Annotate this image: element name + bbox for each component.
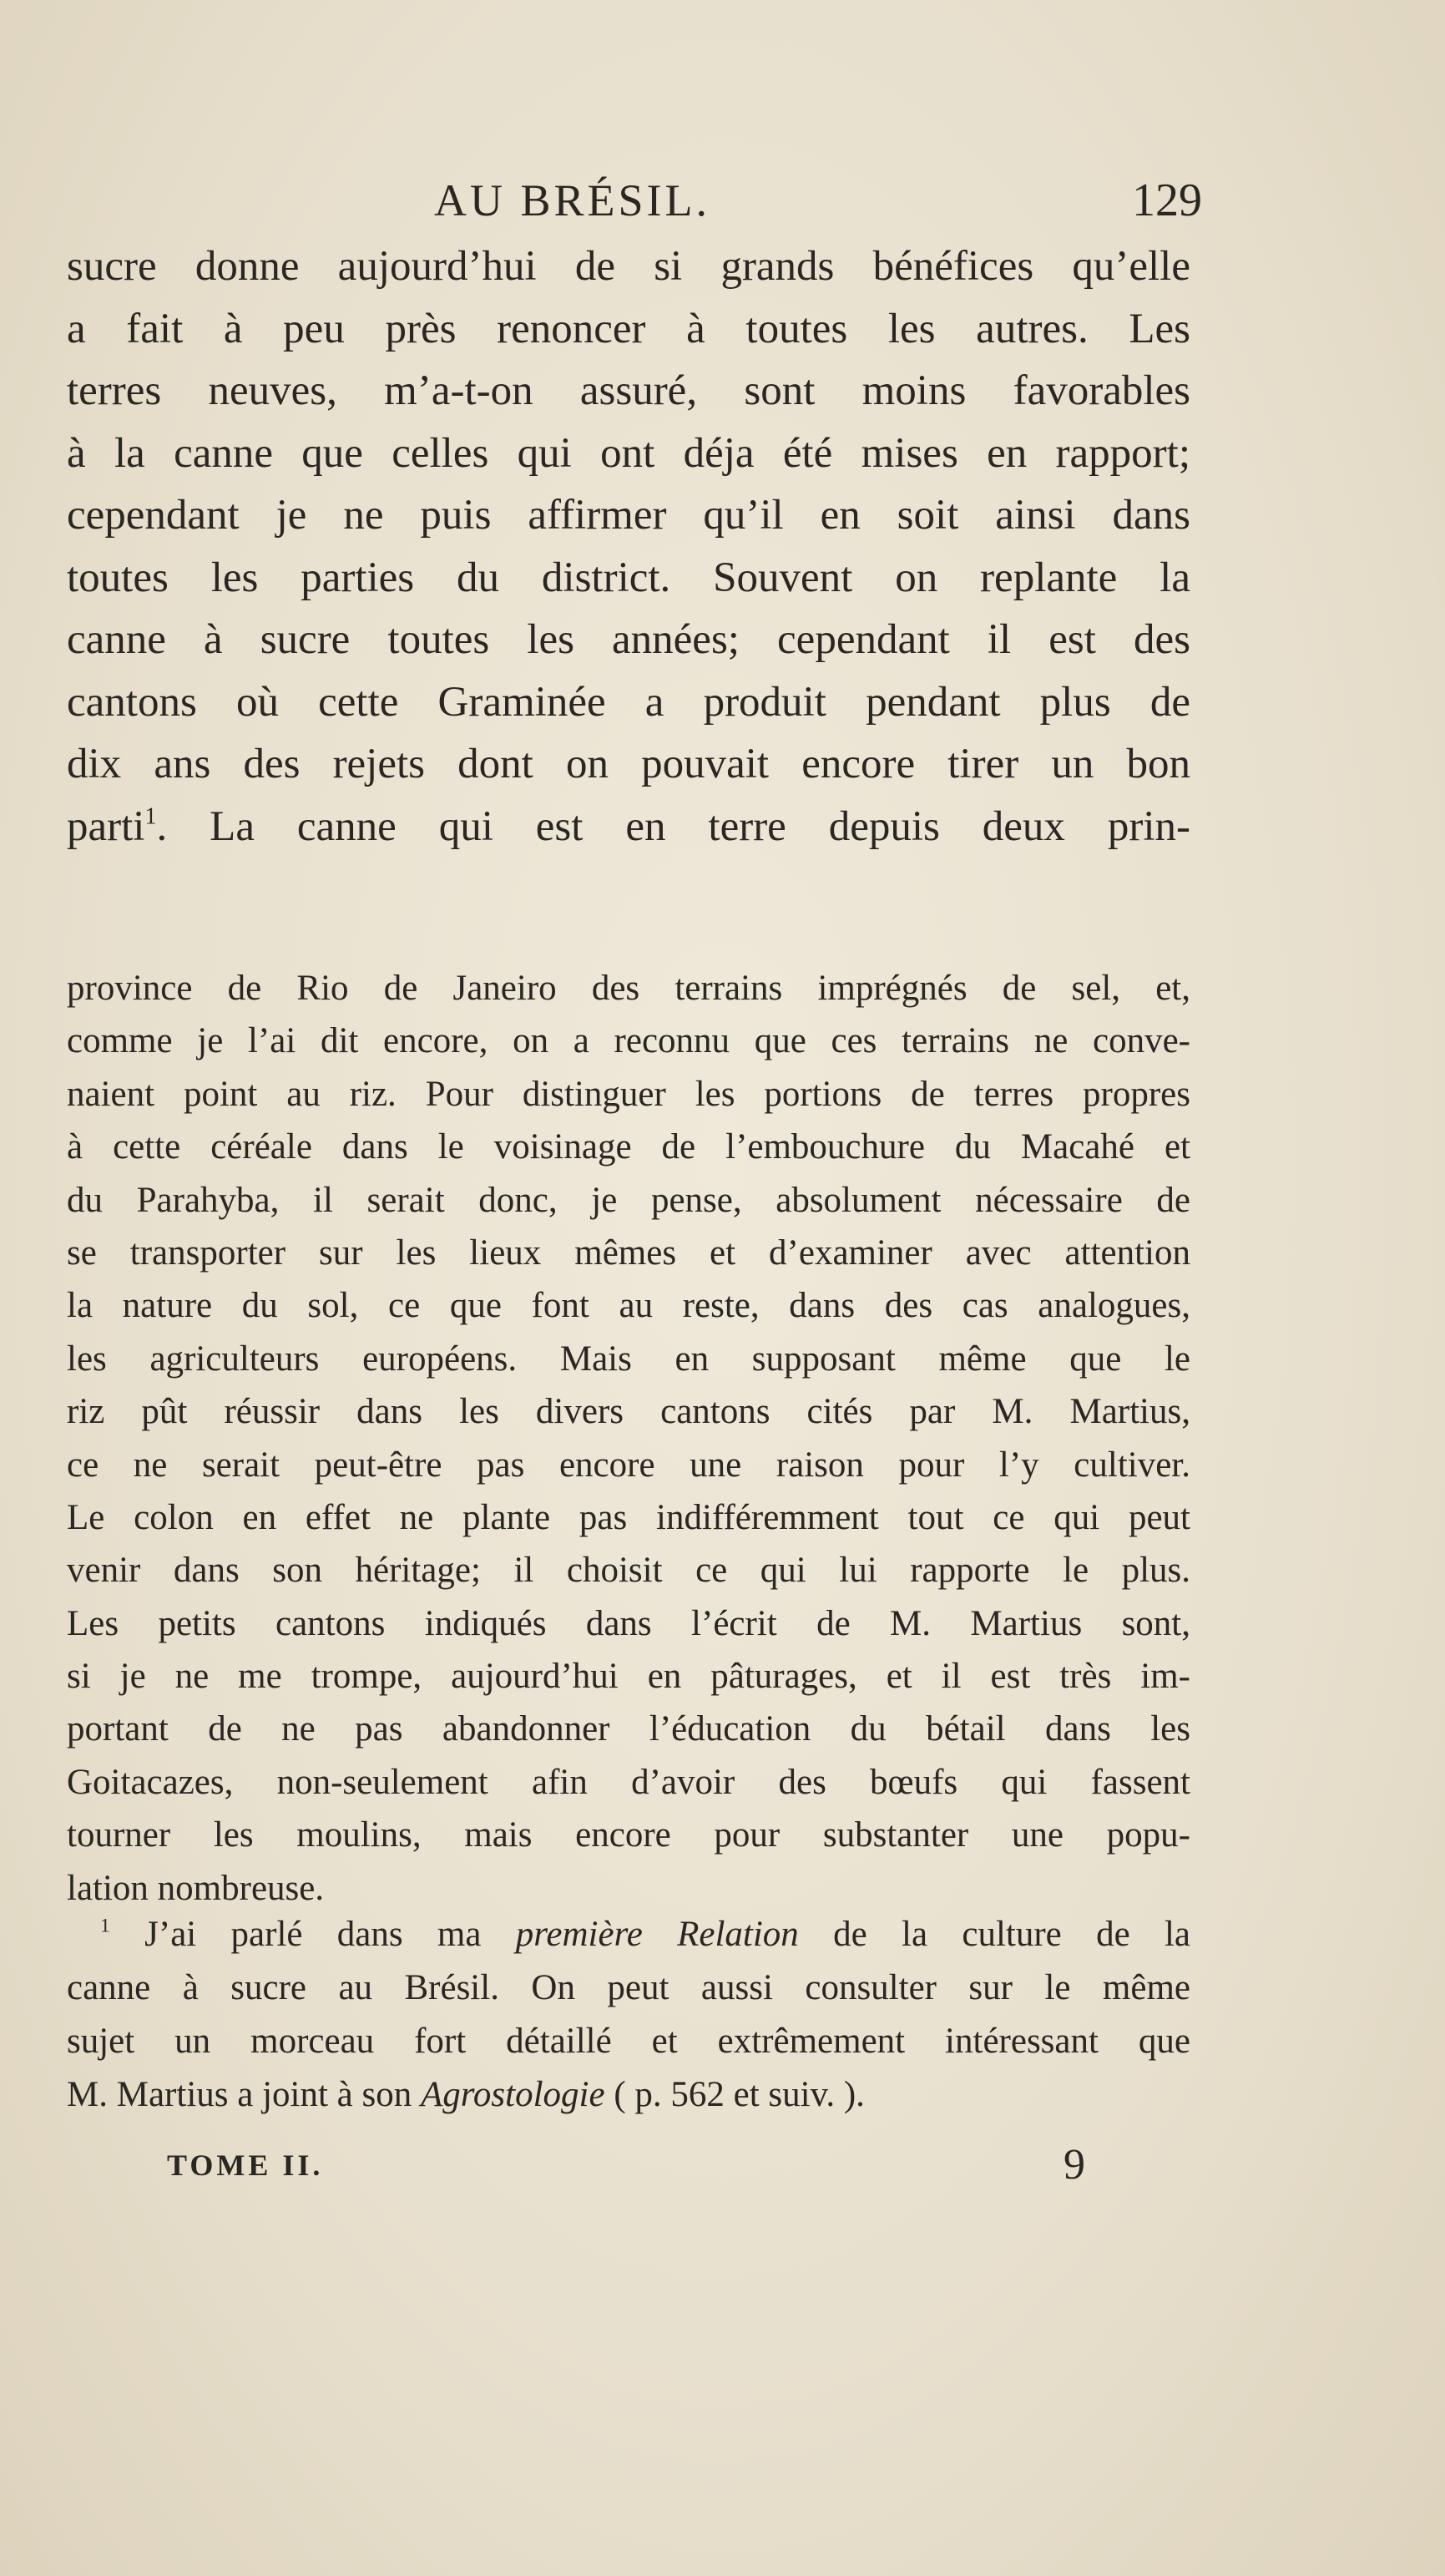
note-line: la nature du sol, ce que font au reste, dans des cas analogues,: [67, 1286, 1190, 1326]
note-line: tourner les moulins, mais encore pour substanter une popu-: [67, 1815, 1190, 1855]
main-paragraph: [67, 235, 1190, 858]
text-fragment: parti: [67, 802, 145, 850]
text-line: terres neuves, m’a-t-on assuré, sont moins favorables: [67, 367, 1190, 414]
running-title: AU BRÉSIL.: [434, 175, 711, 225]
note-line: comme je l’ai dit encore, on a reconnu que ces terrains ne conve-: [67, 1021, 1190, 1061]
signature-line: [167, 2136, 1085, 2194]
note-line-last: lation nombreuse.: [67, 1868, 325, 1908]
footnote-fragment: J’ai parlé dans ma: [144, 1915, 482, 1954]
text-fragment: . La canne qui est en terre depuis deux prin-: [156, 802, 1190, 850]
text-line: toutes les parties du district. Souvent on replante la: [67, 554, 1190, 601]
volume-signature: TOME II.: [167, 2148, 324, 2182]
footnote-line: sujet un morceau fort détaillé et extrêmement intéressant que: [67, 2022, 1190, 2061]
note-line: naient point au riz. Pour distinguer les portions de terres propres: [67, 1074, 1190, 1114]
text-line: cependant je ne puis affirmer qu’il en soit ainsi dans: [67, 492, 1190, 539]
footnote-marker: 1: [100, 1915, 110, 1937]
text-line: dix ans des rejets dont on pouvait encore tirer un bon: [67, 741, 1190, 787]
text-line: sucre donne aujourd’hui de si grands bénéfices qu’elle: [67, 243, 1190, 290]
footnote-fragment: ( p. 562 et suiv. ).: [614, 2075, 865, 2114]
note-line: à cette céréale dans le voisinage de l’embouchure du Macahé et: [67, 1127, 1190, 1167]
signature-number: 9: [1064, 2141, 1085, 2189]
text-line-last: [67, 796, 1190, 858]
footnote-fragment: de la culture de la: [833, 1915, 1190, 1954]
footnote-line: canne à sucre au Brésil. On peut aussi consulter sur le même: [67, 1968, 1190, 2007]
note-line: les agriculteurs européens. Mais en supposant même que le: [67, 1339, 1190, 1379]
text-line: a fait à peu près renoncer à toutes les autres. Les: [67, 305, 1190, 352]
note-line: portant de ne pas abandonner l’éducation du bétail dans les: [67, 1709, 1190, 1749]
note-line: venir dans son héritage; il choisit ce qui lui rapporte le plus.: [67, 1551, 1190, 1591]
note-line: ce ne serait peut-être pas encore une raison pour l’y cultiver.: [67, 1445, 1190, 1485]
note-line: Les petits cantons indiqués dans l’écrit de M. Martius sont,: [67, 1603, 1190, 1643]
footnote-reference: 1: [144, 802, 157, 829]
footnote-title-italic: Agrostologie: [421, 2075, 605, 2114]
text-line: cantons où cette Graminée a produit pendant plus de: [67, 678, 1190, 726]
footnote-fragment: M. Martius a joint à son: [67, 2075, 412, 2114]
note-line: province de Rio de Janeiro des terrains imprégnés de sel, et,: [67, 969, 1190, 1008]
text-line: à la canne que celles qui ont déja été mises en rapport;: [67, 429, 1190, 477]
page-number: 129: [1132, 175, 1202, 226]
note-line: si je ne me trompe, aujourd’hui en pâturages, et il est très im-: [67, 1657, 1190, 1697]
footnote-title-italic: première Relation: [515, 1915, 799, 1954]
note-line: se transporter sur les lieux mêmes et d’examiner avec attention: [67, 1232, 1190, 1273]
text-line: canne à sucre toutes les années; cependant il est des: [67, 616, 1190, 663]
footnote-line: [67, 1908, 1190, 1961]
note-line: Le colon en effet ne plante pas indifféremment tout ce qui peut: [67, 1497, 1190, 1537]
note-line: du Parahyba, il serait donc, je pense, absolument nécessaire de: [67, 1180, 1190, 1220]
note-line: riz pût réussir dans les divers cantons cités par M. Martius,: [67, 1392, 1190, 1432]
continued-note: [67, 962, 1190, 1915]
footnote: [67, 1908, 1190, 2122]
page-header: [67, 171, 1202, 230]
footnote-line: [67, 2068, 1190, 2122]
note-line: Goitacazes, non-seulement afin d’avoir des bœufs qui fassent: [67, 1762, 1190, 1802]
